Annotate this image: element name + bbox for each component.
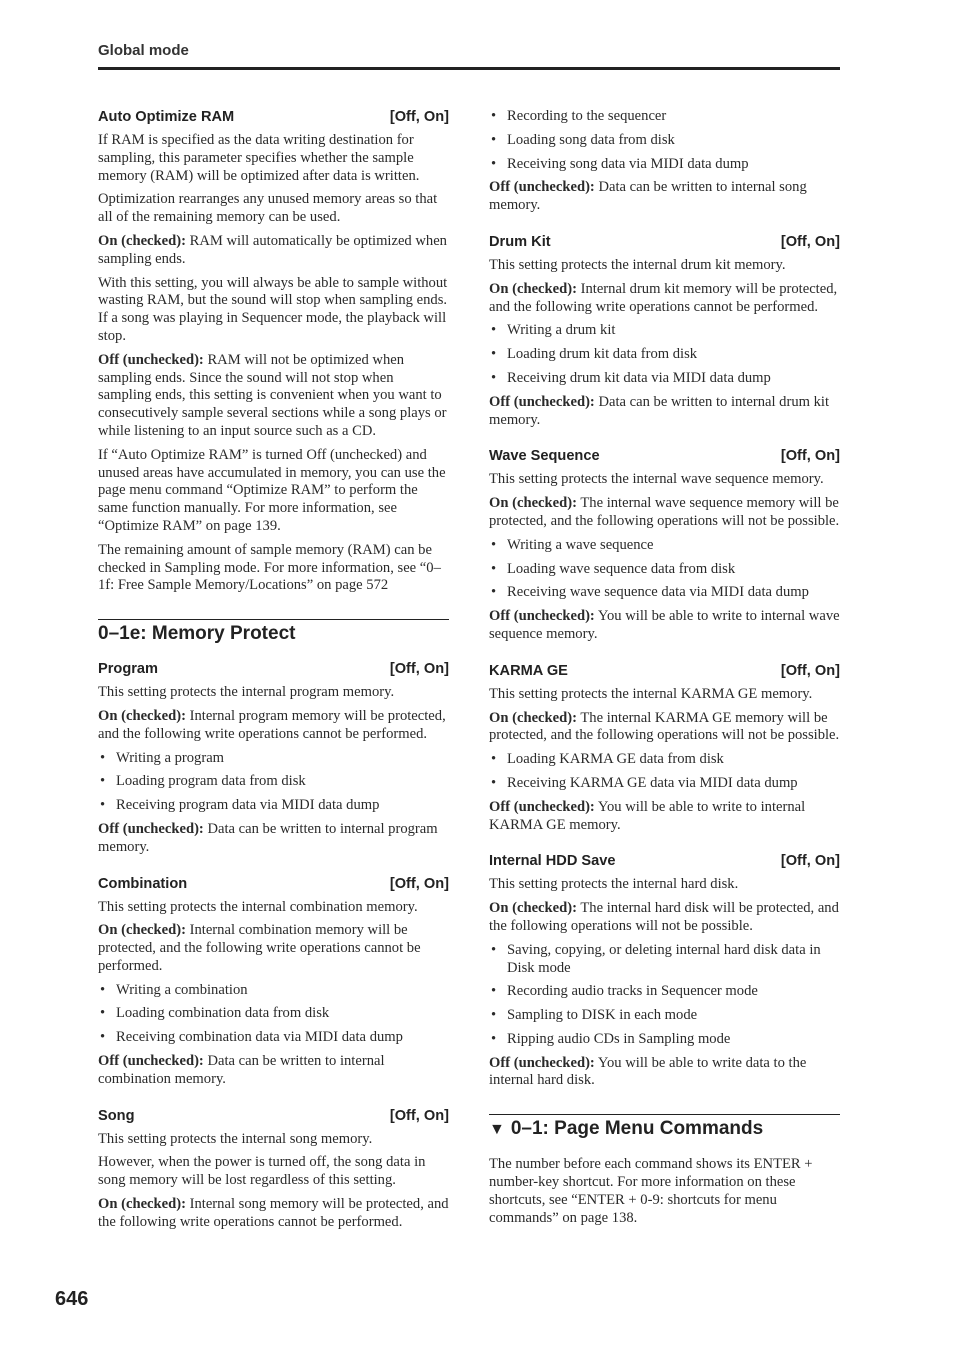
section-title-memory-protect: 0–1e: Memory Protect	[98, 619, 449, 646]
off-label: Off (unchecked):	[489, 608, 595, 625]
off-text: Data can be written to internal song memory.	[489, 179, 807, 214]
list-item: • Recording to the sequencer	[489, 108, 840, 126]
on-paragraph	[98, 233, 449, 269]
on-text: The internal KARMA GE memory will be protected, and the following operations will not be possible.	[489, 709, 840, 744]
off-paragraph	[489, 1055, 840, 1091]
on-label: On (checked):	[98, 232, 186, 249]
param-range: [Off, On]	[389, 875, 449, 892]
param-internal-hdd-save	[489, 852, 840, 870]
on-label: On (checked):	[489, 709, 577, 726]
on-paragraph	[489, 900, 840, 936]
paragraph: The remaining amount of sample memory (RAM) can be checked in Sampling mode. For more information, see “0–1f: Free Sample Memory/Locations” on page 572	[98, 541, 441, 594]
on-text: Internal program memory will be protected, and the following write operations cannot be performed.	[98, 707, 446, 742]
section-title-text: 0–1: Page Menu Commands	[510, 1118, 764, 1140]
param-name: Program	[98, 661, 159, 678]
list-item: • Writing a drum kit	[489, 322, 840, 340]
param-wave-sequence	[489, 447, 840, 465]
list-item: • Loading song data from disk	[489, 132, 840, 150]
paragraph: The number before each command shows its ENTER + number-key shortcut. For more information on these shortcuts, see “ENTER + 0-9: shortcuts for menu commands” on page 138.	[489, 1156, 813, 1226]
header-rule	[98, 67, 840, 70]
left-column	[98, 108, 449, 1238]
on-label: On (checked):	[98, 707, 186, 724]
list-item: • Saving, copying, or deleting internal hard disk data in Disk mode	[489, 942, 840, 978]
param-range: [Off, On]	[780, 233, 840, 250]
param-name: Wave Sequence	[489, 448, 600, 465]
off-label: Off (unchecked):	[98, 1053, 204, 1070]
page-number: 646	[55, 1288, 89, 1310]
list-item: • Loading KARMA GE data from disk	[489, 751, 840, 769]
on-text: Internal combination memory will be protected, and the following write operations cannot be performed.	[98, 922, 421, 974]
param-karma-ge	[489, 662, 840, 680]
on-label: On (checked):	[489, 495, 577, 512]
off-paragraph	[489, 799, 840, 835]
off-label: Off (unchecked):	[489, 393, 595, 410]
list-item: • Writing a program	[98, 750, 449, 768]
param-name: Drum Kit	[489, 233, 551, 250]
paragraph: Optimization rearranges any unused memory areas so that all of the remaining memory can be used.	[98, 191, 438, 226]
param-song	[98, 1107, 449, 1125]
list-item: • Writing a wave sequence	[489, 537, 840, 555]
list-item: • Writing a combination	[98, 982, 449, 1000]
param-combination	[98, 875, 449, 893]
running-header: Global mode	[98, 42, 189, 59]
param-range: [Off, On]	[389, 109, 449, 125]
paragraph: This setting protects the internal song memory.	[98, 1130, 373, 1147]
on-text: RAM will automatically be optimized when sampling ends.	[98, 232, 447, 267]
list-item: • Loading drum kit data from disk	[489, 346, 840, 364]
off-paragraph	[489, 608, 840, 644]
param-name: KARMA GE	[489, 662, 568, 679]
list-item: • Loading program data from disk	[98, 773, 449, 791]
off-paragraph	[98, 821, 449, 857]
list-item: • Receiving combination data via MIDI data dump	[98, 1029, 449, 1047]
paragraph: This setting protects the internal combination memory.	[98, 898, 418, 915]
off-label: Off (unchecked):	[489, 798, 595, 815]
list-item: • Receiving drum kit data via MIDI data dump	[489, 370, 840, 388]
off-text: Data can be written to internal combination memory.	[98, 1053, 385, 1087]
off-paragraph	[98, 352, 449, 441]
on-paragraph	[98, 708, 449, 744]
off-text: You will be able to write data to the internal hard disk.	[489, 1054, 807, 1089]
param-range: [Off, On]	[780, 853, 840, 870]
paragraph: If “Auto Optimize RAM” is turned Off (unchecked) and unused areas have accumulated in memory, you can use the page menu command “Optimize RAM” to perform the same function manually. For more information, see “Optimize RAM” on page 139.	[98, 446, 446, 534]
param-range: [Off, On]	[780, 662, 840, 679]
bullet-list	[489, 942, 840, 1049]
param-name: Song	[98, 1107, 135, 1124]
list-item: • Receiving wave sequence data via MIDI data dump	[489, 584, 840, 602]
bullet-list	[98, 982, 449, 1047]
bullet-list	[489, 322, 840, 387]
paragraph: However, when the power is turned off, the song data in song memory will be lost regardless of this setting.	[98, 1154, 426, 1189]
list-item: • Recording audio tracks in Sequencer mode	[489, 983, 840, 1001]
param-auto-optimize-ram	[98, 108, 449, 126]
on-paragraph	[489, 495, 840, 531]
on-label: On (checked):	[98, 1196, 186, 1213]
off-text: You will be able to write to internal wave sequence memory.	[489, 608, 840, 642]
param-name: Internal HDD Save	[489, 853, 616, 870]
off-text: Data can be written to internal program memory.	[98, 820, 438, 855]
param-name: Combination	[98, 875, 188, 892]
on-label: On (checked):	[489, 280, 577, 297]
triangle-down-icon: ▼	[489, 1121, 505, 1139]
list-item: • Receiving song data via MIDI data dump	[489, 156, 840, 174]
on-paragraph	[489, 281, 840, 317]
section-title-page-menu-commands	[489, 1114, 840, 1142]
list-item: • Receiving KARMA GE data via MIDI data dump	[489, 775, 840, 793]
right-column	[489, 108, 840, 1233]
bullet-list	[489, 537, 840, 602]
bullet-list	[489, 108, 840, 173]
list-item: • Sampling to DISK in each mode	[489, 1007, 840, 1025]
on-paragraph	[98, 1196, 449, 1232]
on-text: Internal song memory will be protected, and the following write operations cannot be performed.	[98, 1196, 449, 1230]
on-label: On (checked):	[98, 922, 186, 939]
list-item: • Ripping audio CDs in Sampling mode	[489, 1031, 840, 1049]
off-text: RAM will not be optimized when sampling ends. Since the sound will not stop when sampling ends, this setting is convenient when you want to consecutively sample several sections while a song plays or while listening to an input source such as a CD.	[98, 351, 447, 439]
bullet-list	[98, 750, 449, 815]
paragraph: If RAM is specified as the data writing destination for sampling, this parameter specifies whether the sample memory (RAM) will be optimized after data is written.	[98, 132, 420, 184]
on-text: The internal hard disk will be protected, and the following operations will not be possible.	[489, 900, 839, 934]
paragraph: This setting protects the internal KARMA GE memory.	[489, 685, 813, 702]
list-item: • Loading wave sequence data from disk	[489, 561, 840, 579]
off-text: Data can be written to internal drum kit memory.	[489, 393, 830, 428]
off-label: Off (unchecked):	[489, 179, 595, 196]
param-program	[98, 660, 449, 678]
off-label: Off (unchecked):	[98, 820, 204, 837]
off-paragraph	[489, 394, 840, 430]
on-text: The internal wave sequence memory will be protected, and the following operations will not be possible.	[489, 495, 840, 529]
on-text: Internal drum kit memory will be protected, and the following write operations cannot be performed.	[489, 280, 838, 315]
list-item: • Receiving program data via MIDI data dump	[98, 797, 449, 815]
bullet-list	[489, 751, 840, 793]
on-paragraph	[489, 710, 840, 746]
off-label: Off (unchecked):	[98, 351, 204, 368]
on-paragraph	[98, 922, 449, 975]
param-range: [Off, On]	[389, 661, 449, 678]
off-label: Off (unchecked):	[489, 1054, 595, 1071]
off-paragraph	[98, 1053, 449, 1089]
on-label: On (checked):	[489, 900, 577, 917]
param-drum-kit	[489, 233, 840, 251]
paragraph: This setting protects the internal program memory.	[98, 684, 395, 701]
paragraph: This setting protects the internal drum kit memory.	[489, 256, 786, 273]
paragraph: This setting protects the internal hard disk.	[489, 876, 739, 893]
param-range: [Off, On]	[780, 448, 840, 465]
off-paragraph	[489, 179, 840, 215]
paragraph: This setting protects the internal wave sequence memory.	[489, 471, 824, 488]
paragraph: With this setting, you will always be able to sample without wasting RAM, but the sound will stop when sampling ends. If a song was playing in Sequencer mode, the playback will stop.	[98, 274, 448, 344]
param-name: Auto Optimize RAM	[98, 109, 235, 125]
off-text: You will be able to write to internal KARMA GE memory.	[489, 798, 806, 833]
list-item: • Loading combination data from disk	[98, 1005, 449, 1023]
param-range: [Off, On]	[389, 1107, 449, 1124]
